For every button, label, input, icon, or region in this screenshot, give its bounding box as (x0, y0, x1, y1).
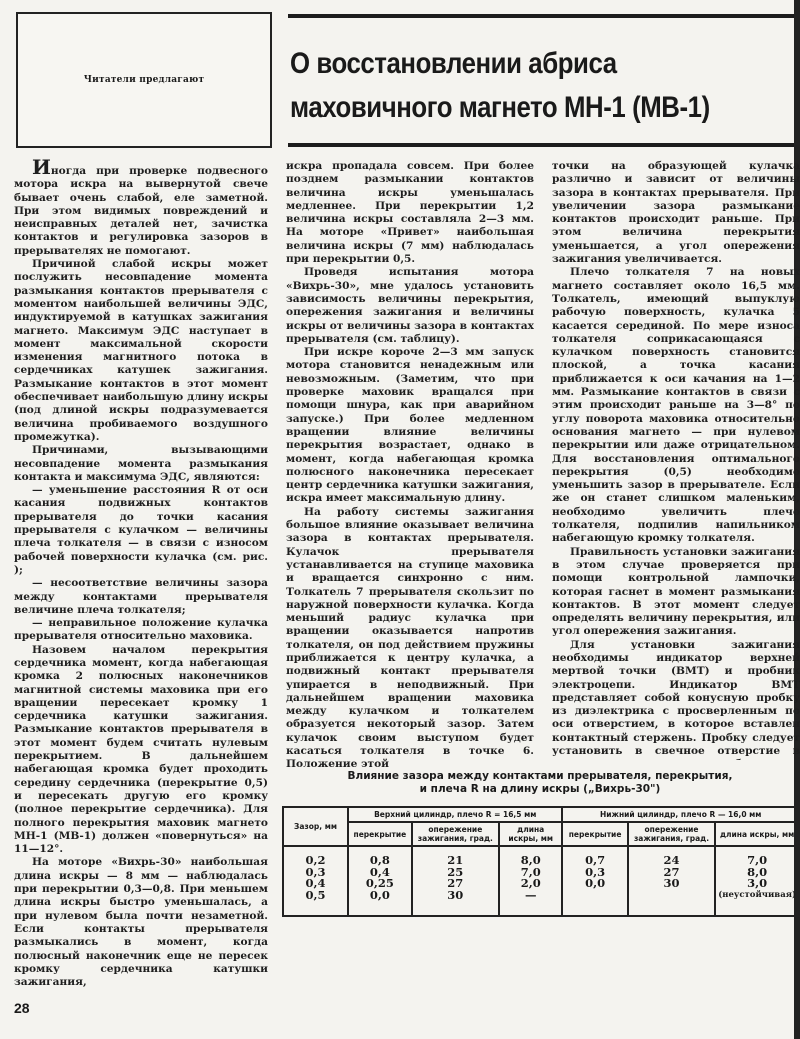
cell-gap (283, 846, 348, 916)
header-lower-overlap: перекрытие (562, 822, 627, 846)
table-title-line-1: Влияние зазора между контактами прерывателя, перекрытия, (347, 770, 733, 782)
header-upper-overlap: перекрытие (348, 822, 412, 846)
text-column-1 (14, 155, 268, 989)
header-upper-advance: опережение зажигания, град. (412, 822, 499, 846)
cell-lower-overlap (562, 846, 627, 916)
table-value: 3,0 (747, 876, 768, 890)
header-lower-spark: длина искры, мм (715, 822, 799, 846)
title-line-2: маховичного магнето МН-1 (МВ-1) (290, 91, 710, 124)
table-value: 0,0 (369, 887, 390, 902)
table-title (290, 770, 790, 796)
page-number: 28 (14, 1000, 30, 1016)
table-value: 0,4 (305, 876, 326, 890)
paragraph: точки на образующей кулачка различно и зависит от величины зазора в контактах прерывателя. При увеличении зазора размыкание контактов происходит раньше. При этом величина перекрытия уменьшается, а угол опережения зажигания увеличивается. (552, 160, 800, 266)
cell-lower-advance (628, 846, 715, 916)
table-value: — (524, 887, 537, 902)
cell-lower-spark (715, 846, 799, 916)
title-line-1: О восстановлении абриса (290, 47, 617, 80)
table-value: (неустойчивая) (718, 889, 796, 900)
paragraph: искра пропадала совсем. При более позднем размыкании контактов величина искры уменьшалась медленнее. При перекрытии 1,2 величина искры составляла 2—3 мм. На моторе «Привет» наибольшая величина искры (7 мм) наблюдалась при перекрытии 0,5. (286, 160, 534, 266)
paragraph: Иногда при проверке подвесного мотора искра на вывернутой свече бывает очень слабой, еле заметной. При этом видимых повреждений и неисправных деталей нет, зачистка контактов и регулировка зазоров в прерывателях не помогают. (14, 155, 268, 257)
paragraph: Причинами, вызывающими несовпадение момента размыкания контакта и максимума ЭДС, являются: (14, 444, 268, 483)
table-row (283, 846, 799, 916)
title-rule-top (288, 14, 800, 18)
header-lower-cylinder: Нижний цилиндр, плечо R — 16,0 мм (562, 807, 799, 822)
table-value: 0,2 (305, 853, 326, 867)
paragraph: — несоответствие величины зазора между контактами прерывателя величине плеча толкателя; (14, 577, 268, 616)
table-value: 2,0 (520, 876, 541, 890)
table-value: 0,3 (585, 864, 606, 879)
article-title (290, 42, 729, 130)
data-table (282, 806, 800, 917)
cell-upper-overlap (348, 846, 412, 916)
header-gap: Зазор, мм (283, 807, 348, 846)
table-value: 24 (663, 853, 680, 867)
table-value: 0,8 (369, 853, 390, 867)
paragraph: На работу системы зажигания большое влияние оказывает величина зазора в контактах прерывателя. Кулачок прерывателя устанавливается на ступице маховика и вращается синхронно с ним. Толкатель 7 прерывателя скользит по наружной поверхности кулачка. Когда меньший радиус кулачка при вращении оказывается напротив толкателя, он под действием пружины приближается к центру кулачка, а подвижный контакт прерывателя упирается в неподвижный. При дальнейшем вращении маховика между кулачком и толкателем образуется некоторый зазор. Затем кулачок своим выступом будет касаться толкателя в точке 6. Положение этой (286, 505, 534, 771)
table-value: 30 (663, 876, 680, 890)
table-subheader-row (283, 822, 799, 846)
paragraph: — неправильное положение кулачка прерывателя относительно маховика. (14, 617, 268, 643)
paragraph: При искре короче 2—3 мм запуск мотора становится ненадежным или невозможным. (Заметим, что при проверке маховик вращался при помощи шнура, как при аварийном запуске.) При более медленном вращении влияние величины перекрытия возрастает, однако в момент, когда набегающая кромка полюсного наконечника пересекает центр сердечника катушки зажигания, искра имеет максимальную длину. (286, 346, 534, 505)
paragraph: Для установки зажигания необходимы индикатор верхней мертвой точки (ВМТ) и пробник электроцепи. Индикатор ВМТ представляет собой конусную пробку из диэлектрика с просверленным по оси отверстием, в которое вставлен контактный стержень. Пробку следует установить в свечное отверстие в (552, 638, 800, 758)
text-column-2 (286, 160, 534, 772)
table-value: 8,0 (520, 853, 541, 867)
table-value: 8,0 (747, 864, 768, 879)
table-value: 0,25 (365, 876, 394, 890)
table-title-line-2: и плеча R на длину искры („Вихрь-30") (419, 783, 661, 795)
table-value: 25 (447, 864, 464, 879)
table-value: 0,7 (585, 853, 606, 867)
paragraph: Правильность установки зажигания в этом случае проверяется при помощи контрольной лампочки, которая гаснет в момент размыкания контактов. В этот момент следует определять величину перекрытия, или угол опережения зажигания. (552, 545, 800, 638)
table-value: 30 (447, 887, 464, 902)
paragraph: Причиной слабой искры может послужить несовпадение момента размыкания контактов прерывателя с моментом наибольшей величины ЭДС, индуктируемой в катушках зажигания магнето. Максимум ЭДС наступает в момент максимальной скорости изменения магнитного потока в сердечниках катушек зажигания. Размыкание контактов в этот момент обеспечивает наибольшую длину искры (под длиной искры подразумевается величина пробиваемого воздушного промежутка). (14, 258, 268, 443)
table-value: 27 (447, 876, 464, 890)
table-value: 0,0 (585, 876, 606, 890)
drop-cap: И (32, 155, 51, 179)
header-lower-advance: опережение зажигания, град. (628, 822, 715, 846)
header-upper-cylinder: Верхний цилиндр, плечо R = 16,5 мм (348, 807, 562, 822)
table-value: 0,3 (305, 864, 326, 879)
paragraph: Плечо толкателя 7 на новых магнето составляет около 16,5 мм. Толкатель, имеющий выпуклую рабочую поверхность, кулачка 5 касается серединой. По мере износа толкателя соприкасающаяся с кулачком поверхность становится плоской, а точка касания приближается к оси качания на 1—2 мм. Размыкание контактов в связи с этим происходит раньше на 3—8° по углу поворота маховика относительно основания магнето — при нулевом перекрытии или даже отрицательном. Для восстановления оптимального перекрытия (0,5) необходимо уменьшить зазор в прерывателе. Если же он станет слишком маленьким, необходимо увеличить плечо толкателя, подпилив напильником набегающую кромку толкателя. (552, 266, 800, 545)
title-rule-bottom (288, 143, 800, 147)
paragraph: Назовем началом перекрытия сердечника момент, когда набегающая кромка 2 полюсных наконечников магнитной системы маховика при его вращении пересекает кромку 1 сердечника катушки зажигания. Размыкание контактов прерывателя в этот момент будем считать нулевым перекрытием. В дальнейшем набегающая кромка будет проходить середину сердечника (перекрытие 0,5) и пересекать другую его кромку (полное перекрытие сердечника). Для полного перекрытия маховик магнето МН-1 (МВ-1) должен «повернуться» на 11—12°. (14, 643, 268, 856)
table-value: 7,0 (747, 853, 768, 867)
cell-upper-advance (412, 846, 499, 916)
table-value: 0,5 (305, 887, 326, 902)
table-value: 27 (663, 864, 680, 879)
cell-upper-spark (499, 846, 562, 916)
paragraph: — уменьшение расстояния R от оси касания подвижных контактов прерывателя до точки касания прерывателя с кулачком — величины плеча толкателя — в связи с износом рабочей поверхности кулачка (см. рис. ); (14, 484, 268, 576)
table-value: 7,0 (520, 864, 541, 879)
text-column-3 (552, 160, 800, 760)
header-upper-spark: длина искры, мм (499, 822, 562, 846)
table-value: 0,4 (369, 864, 390, 879)
rubric-box (16, 12, 272, 148)
paragraph: Проведя испытания мотора «Вихрь-30», мне удалось установить зависимость величины перекрытия, опережения зажигания и величины искры от величины зазора в контактах прерывателя (см. таблицу). (286, 266, 534, 345)
paragraph: На моторе «Вихрь-30» наибольшая длина искры — 8 мм — наблюдалась при перекрытии 0,3—0,8. При меньшем длина искры быстро уменьшалась, а при нулевом была почти незаметной. Если контакты прерывателя размыкались в момент, когда полюсный наконечник еще не пересек кромку сердечника катушки зажигания, (14, 856, 268, 989)
table-value: 21 (447, 853, 464, 867)
table-header-row (283, 807, 799, 822)
rubric-label: Читатели предлагают (83, 75, 205, 85)
